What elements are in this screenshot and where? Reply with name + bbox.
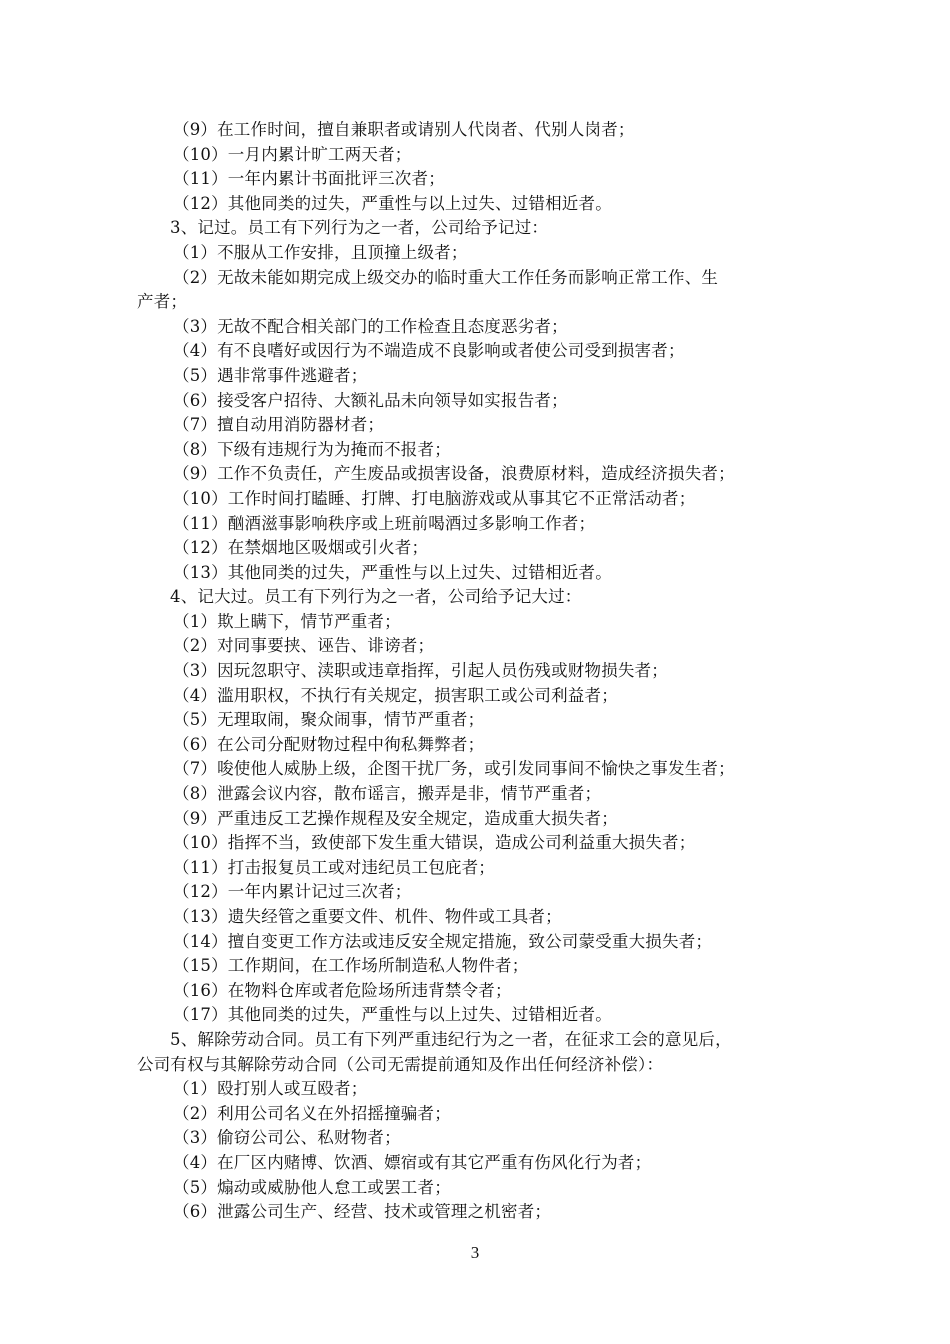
list-item: （8）泄露会议内容，散布谣言，搬弄是非，情节严重者； [173, 784, 602, 804]
list-item: （12）其他同类的过失，严重性与以上过失、过错相近者。 [173, 193, 612, 213]
list-item: （2）无故未能如期完成上级交办的临时重大工作任务而影响正常工作、生 [173, 267, 719, 287]
list-item: （10）一月内累计旷工两天者； [173, 144, 412, 164]
list-item: （5）煽动或威胁他人怠工或罢工者； [173, 1177, 451, 1197]
list-item: （4）在厂区内赌博、饮酒、嫖宿或有其它严重有伤风化行为者； [173, 1152, 652, 1172]
list-item: （6）在公司分配财物过程中徇私舞弊者； [173, 734, 485, 754]
section-heading: 4、记大过。员工有下列行为之一者，公司给予记大过： [170, 587, 582, 607]
list-item: （7）唆使他人威胁上级，企图干扰厂务，或引发同事间不愉快之事发生者； [173, 759, 735, 779]
list-item: （16）在物料仓库或者危险场所违背禁令者； [173, 980, 512, 1000]
list-item: （3）因玩忽职守、渎职或违章指挥，引起人员伤残或财物损失者； [173, 661, 668, 681]
list-item: （1）欺上瞒下，情节严重者； [173, 611, 401, 631]
list-item: （15）工作期间，在工作场所制造私人物件者； [173, 956, 529, 976]
document-body [137, 118, 827, 1225]
page-number: 3 [470, 1243, 480, 1262]
list-item-continuation: 产者； [137, 292, 188, 312]
list-item: （11）一年内累计书面批评三次者； [173, 169, 445, 189]
list-item: （13）遗失经管之重要文件、机件、物件或工具者； [173, 907, 562, 926]
list-item: （3）无故不配合相关部门的工作检查且态度恶劣者； [173, 316, 568, 336]
list-item: （10）指挥不当，致使部下发生重大错误，造成公司利益重大损失者； [173, 833, 696, 853]
list-item: （7）擅自动用消防器材者； [173, 415, 385, 435]
list-item: （11）酗酒滋事影响秩序或上班前喝酒过多影响工作者； [173, 513, 596, 533]
list-item: （5）遇非常事件逃避者； [173, 365, 368, 385]
section-heading: 3、记过。员工有下列行为之一者，公司给予记过： [170, 218, 549, 238]
list-item: （4）滥用职权，不执行有关规定，损害职工或公司利益者； [173, 685, 618, 705]
list-item: （9）严重违反工艺操作规程及安全规定，造成重大损失者； [173, 808, 618, 828]
list-item: （8）下级有违规行为为掩而不报者； [173, 439, 451, 459]
list-item: （12）一年内累计记过三次者； [173, 882, 412, 902]
list-item: （11）打击报复员工或对违纪员工包庇者； [173, 857, 495, 877]
list-item: （14）擅自变更工作方法或违反安全规定措施，致公司蒙受重大损失者； [173, 931, 713, 951]
list-item: （4）有不良嗜好或因行为不端造成不良影响或者使公司受到损害者； [173, 341, 685, 361]
list-item: （6）泄露公司生产、经营、技术或管理之机密者； [173, 1202, 552, 1222]
list-item: （2）对同事要挟、诬告、诽谤者； [173, 636, 435, 656]
section-heading-continuation: 公司有权与其解除劳动合同（公司无需提前通知及作出任何经济补偿）： [137, 1054, 664, 1074]
list-item: （9）在工作时间，擅自兼职者或请别人代岗者、代别人岗者； [173, 120, 635, 139]
list-item: （10）工作时间打瞌睡、打牌、打电脑游戏或从事其它不正常活动者； [173, 488, 696, 508]
list-item: （1）殴打别人或互殴者； [173, 1079, 368, 1099]
list-item: （13）其他同类的过失，严重性与以上过失、过错相近者。 [173, 562, 612, 582]
list-item: （3）偷窃公司公、私财物者； [173, 1128, 401, 1148]
list-item: （9）工作不负责任，产生废品或损害设备，浪费原材料，造成经济损失者； [173, 464, 735, 484]
list-item: （2）利用公司名义在外招摇撞骗者； [173, 1103, 451, 1123]
list-item: （6）接受客户招待、大额礼品未向领导如实报告者； [173, 390, 568, 410]
section-heading: 5、解除劳动合同。员工有下列严重违纪行为之一者，在征求工会的意见后， [170, 1029, 732, 1049]
list-item: （12）在禁烟地区吸烟或引火者； [173, 538, 429, 558]
list-item: （5）无理取闹，聚众闹事，情节严重者； [173, 710, 485, 730]
list-item: （17）其他同类的过失，严重性与以上过失、过错相近者。 [173, 1005, 612, 1025]
list-item: （1）不服从工作安排，且顶撞上级者； [173, 242, 468, 262]
